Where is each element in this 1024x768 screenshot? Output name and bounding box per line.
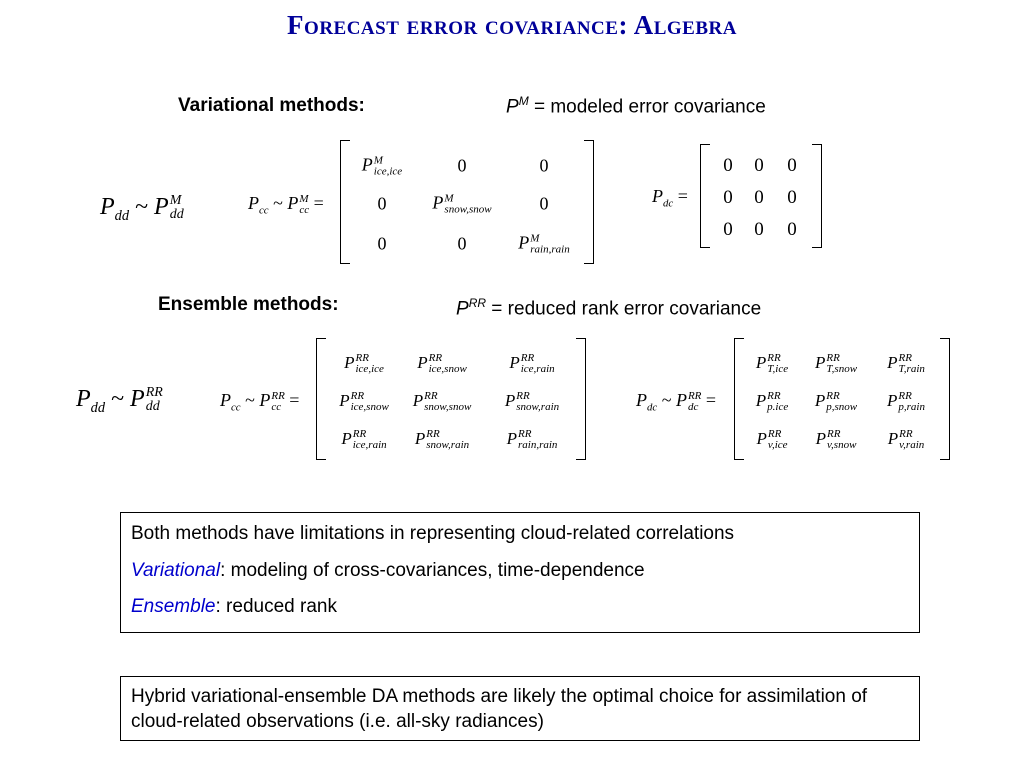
pdd-rr-scripts	[146, 386, 163, 414]
cell-symbol: P	[814, 352, 826, 372]
pdc-sub-2: dc	[647, 401, 658, 414]
approx-sign-5: ~	[661, 390, 672, 410]
cell-sub: p,snow	[826, 401, 858, 414]
approx-sign-3: ~	[111, 386, 125, 412]
pdc-rr-symbol: P	[675, 390, 687, 410]
cell-scripts	[899, 429, 924, 451]
cell-sub: ice,rain	[520, 363, 555, 376]
cell-scripts	[518, 429, 557, 451]
matrix-cell: 0	[723, 219, 733, 240]
matrix-cell	[505, 391, 559, 413]
pcc-ensemble-matrix	[316, 338, 586, 460]
pdd-approx-pm	[100, 194, 184, 225]
variational-label: Variational	[131, 559, 221, 581]
cell-scripts	[424, 391, 471, 413]
pcc-variational-matrix	[340, 140, 594, 264]
cell-symbol: P	[432, 192, 444, 213]
cell-scripts	[530, 233, 569, 255]
matrix-cell	[756, 429, 787, 451]
cell-symbol: P	[341, 428, 352, 448]
cell-sub: v,snow	[826, 439, 857, 452]
cell-scripts	[429, 353, 467, 375]
left-bracket	[340, 140, 350, 264]
matrix-cell: 0	[787, 219, 797, 240]
pm-symbol-2: P	[154, 194, 169, 220]
matrix-cell: 0	[457, 233, 467, 254]
ensemble-label: Ensemble	[131, 596, 216, 618]
matrix-cell	[816, 429, 857, 451]
hybrid-box	[120, 676, 920, 741]
pcc-sub-2: cc	[231, 401, 241, 414]
matrix-cell: 0	[377, 193, 387, 214]
cell-symbol: P	[887, 390, 898, 410]
matrix-cell: 0	[457, 155, 467, 176]
pdc-approx-prr	[636, 390, 716, 414]
slide-title: Forecast error covariance: Algebra	[287, 10, 737, 40]
cell-symbol: P	[887, 428, 899, 448]
matrix-cell: 0	[754, 155, 764, 176]
pdd-approx-prr	[76, 386, 163, 417]
matrix-cell	[507, 429, 558, 451]
cell-sub: p,rain	[898, 401, 925, 414]
matrix-cell: 0	[787, 155, 797, 176]
cell-symbol: P	[814, 390, 826, 410]
approx-sign-2: ~	[273, 193, 283, 213]
ensemble-heading: Ensemble methods:	[158, 294, 339, 315]
cell-scripts	[768, 429, 788, 451]
pdc-sub: dc	[663, 197, 674, 210]
matrix-cell: 0	[723, 187, 733, 208]
cell-sup: RR	[426, 428, 440, 441]
cell-sup: RR	[350, 390, 365, 403]
ensemble-definition	[456, 296, 761, 320]
limitations-line: Both methods have limitations in representing cloud-related correlations	[131, 523, 735, 544]
cell-symbol: P	[361, 154, 373, 175]
pdc-rr-scripts	[688, 391, 701, 413]
pdc-ensemble-matrix	[734, 338, 950, 460]
cell-symbol: P	[518, 232, 530, 253]
matrix-cell	[509, 353, 554, 375]
cell-sub: p.ice	[767, 401, 789, 414]
cell-sub: v,ice	[767, 439, 788, 452]
cell-sup: M	[530, 232, 540, 245]
matrix-cell	[339, 391, 389, 413]
matrix-cell	[415, 429, 469, 451]
cell-sup: RR	[899, 428, 913, 441]
pcc-rr-sup: RR	[271, 389, 285, 402]
cell-symbol: P	[504, 390, 516, 410]
pm-definition-text: = modeled error covariance	[528, 96, 766, 118]
cell-symbol: P	[815, 428, 826, 448]
equals-sign: =	[313, 193, 324, 213]
cell-sup: RR	[826, 428, 841, 441]
cell-symbol: P	[417, 352, 428, 372]
approx-sign-4: ~	[245, 390, 255, 410]
matrix-cell: 0	[539, 155, 549, 176]
cell-sup: M	[444, 192, 454, 205]
cell-scripts	[827, 429, 856, 451]
cell-sup: RR	[898, 390, 912, 403]
cell-symbol: P	[887, 352, 898, 372]
prr-sup: RR	[468, 296, 487, 310]
right-bracket	[584, 140, 594, 264]
matrix-cell	[432, 193, 491, 216]
right-bracket	[812, 144, 822, 248]
cell-scripts	[351, 391, 389, 413]
pcc-sub: cc	[259, 204, 269, 217]
cell-sub: ice,snow	[350, 401, 389, 414]
matrix-cell: 0	[377, 233, 387, 254]
matrix-cell	[417, 353, 467, 375]
zero-matrix	[700, 144, 822, 248]
cell-sub: T,ice	[767, 363, 789, 376]
matrix-cell: 0	[754, 187, 764, 208]
cell-sub: snow,snow	[444, 203, 492, 216]
pdd-sub-2: dd	[90, 399, 106, 416]
pdd-m-sub: dd	[169, 207, 184, 223]
variational-limitation-text: : modeling of cross-covariances, time-dependence	[220, 559, 645, 581]
pdc-symbol: P	[652, 186, 663, 206]
matrix-cell: 0	[723, 155, 733, 176]
pm-symbol: P	[506, 96, 519, 118]
prr-definition-text: = reduced rank error covariance	[486, 298, 762, 320]
prr-symbol-2: P	[130, 386, 145, 412]
matrix-cell	[341, 429, 386, 451]
cell-sup: RR	[826, 390, 840, 403]
left-bracket	[734, 338, 744, 460]
prr-symbol: P	[456, 298, 469, 320]
cell-scripts	[898, 391, 925, 413]
matrix-cell	[413, 391, 472, 413]
matrix-cell	[815, 391, 857, 413]
variational-limitation	[131, 558, 909, 585]
cell-scripts	[374, 155, 402, 177]
cell-symbol: P	[506, 428, 517, 448]
variational-heading: Variational methods:	[178, 95, 365, 116]
cell-symbol: P	[339, 390, 350, 410]
left-bracket	[700, 144, 710, 248]
cell-sub: ice,rain	[352, 439, 387, 452]
cell-sup: RR	[898, 352, 912, 365]
cell-sub: rain,rain	[530, 243, 570, 256]
matrix-cell: 0	[787, 187, 797, 208]
approx-sign: ~	[135, 194, 149, 220]
cell-scripts	[521, 353, 555, 375]
cell-symbol: P	[344, 352, 355, 372]
cell-sub: T,snow	[826, 363, 858, 376]
cell-sup: RR	[424, 390, 438, 403]
matrix-cell	[344, 353, 384, 375]
pm-sup: M	[518, 94, 529, 108]
variational-definition	[506, 94, 766, 118]
cell-scripts	[826, 391, 857, 413]
cell-scripts	[899, 353, 925, 375]
matrix-cell	[756, 353, 788, 375]
equals-sign-2: =	[677, 186, 688, 206]
cell-symbol: P	[509, 352, 520, 372]
cell-scripts	[767, 353, 788, 375]
cell-sub: snow,rain	[516, 401, 560, 414]
cell-symbol: P	[412, 390, 424, 410]
pdc-equals	[652, 186, 688, 210]
cell-sub: ice,snow	[428, 363, 467, 376]
limitations-box	[120, 512, 920, 633]
cell-sub: snow,rain	[426, 439, 470, 452]
matrix-cell	[815, 353, 857, 375]
cell-sub: v,rain	[899, 439, 925, 452]
pdd-sub: dd	[114, 207, 130, 224]
left-bracket	[316, 338, 326, 460]
cell-sub: ice,ice	[355, 363, 384, 376]
cell-sup: RR	[767, 390, 781, 403]
cell-sup: RR	[516, 390, 530, 403]
cell-sup: RR	[517, 428, 532, 441]
cell-sup: RR	[520, 352, 535, 365]
ensemble-limitation	[131, 594, 909, 621]
cell-scripts	[353, 429, 387, 451]
equals-sign-4: =	[705, 390, 717, 410]
right-bracket	[576, 338, 586, 460]
matrix-cell: 0	[754, 219, 764, 240]
pcc-symbol: P	[248, 193, 259, 213]
cell-scripts	[516, 391, 559, 413]
cell-sup: RR	[355, 352, 369, 365]
cell-scripts	[444, 193, 491, 215]
pcc-rr-sub: cc	[271, 400, 282, 413]
pdd-m-scripts	[170, 194, 184, 222]
right-bracket	[940, 338, 950, 460]
pcc-m-sup: M	[299, 192, 309, 205]
cell-sup: RR	[826, 352, 840, 365]
matrix-cell	[888, 429, 925, 451]
cell-symbol: P	[756, 428, 767, 448]
pcc-m-scripts	[299, 194, 309, 216]
matrix-cell	[362, 155, 402, 178]
pcc-rr-scripts	[271, 391, 284, 413]
cell-symbol: P	[414, 428, 426, 448]
cell-scripts	[826, 353, 857, 375]
pcc-rr-symbol: P	[259, 390, 271, 410]
cell-scripts	[767, 391, 788, 413]
pdd-rr-sup: RR	[145, 385, 163, 401]
cell-sup: RR	[767, 428, 782, 441]
pdd-symbol: P	[100, 194, 115, 220]
pcc-m-sub: cc	[299, 203, 310, 216]
cell-sub: rain,rain	[517, 439, 558, 452]
cell-sub: T,rain	[898, 363, 925, 376]
hybrid-text: Hybrid variational-ensemble DA methods are likely the optimal choice for assimilation of cloud-related observations (i.e. all-sky radiances)	[131, 686, 868, 732]
pcc-approx-pm	[248, 193, 324, 217]
pcc-approx-prr	[220, 390, 299, 414]
cell-sup: RR	[352, 428, 367, 441]
matrix-cell	[887, 391, 925, 413]
pdc-rr-sup: RR	[687, 389, 702, 402]
cell-scripts	[355, 353, 383, 375]
pdc-symbol-2: P	[636, 390, 647, 410]
matrix-cell	[887, 353, 925, 375]
cell-sup: RR	[767, 352, 781, 365]
equals-sign-3: =	[289, 390, 300, 410]
pdd-symbol-2: P	[76, 386, 91, 412]
pcc-symbol-2: P	[220, 390, 231, 410]
pdd-rr-sub: dd	[145, 399, 160, 415]
cell-scripts	[426, 429, 469, 451]
pdd-m-sup: M	[169, 193, 182, 209]
cell-sub: snow,snow	[424, 401, 472, 414]
cell-symbol: P	[755, 352, 767, 372]
cell-symbol: P	[755, 390, 767, 410]
matrix-cell: 0	[539, 193, 549, 214]
cell-sub: ice,ice	[373, 165, 403, 178]
cell-sup: RR	[428, 352, 443, 365]
matrix-cell	[756, 391, 788, 413]
pdc-rr-sub: dc	[687, 400, 699, 413]
matrix-cell	[518, 233, 569, 256]
cell-sup: M	[373, 154, 383, 167]
ensemble-limitation-text: : reduced rank	[215, 596, 337, 618]
pcc-m-symbol: P	[287, 193, 299, 213]
